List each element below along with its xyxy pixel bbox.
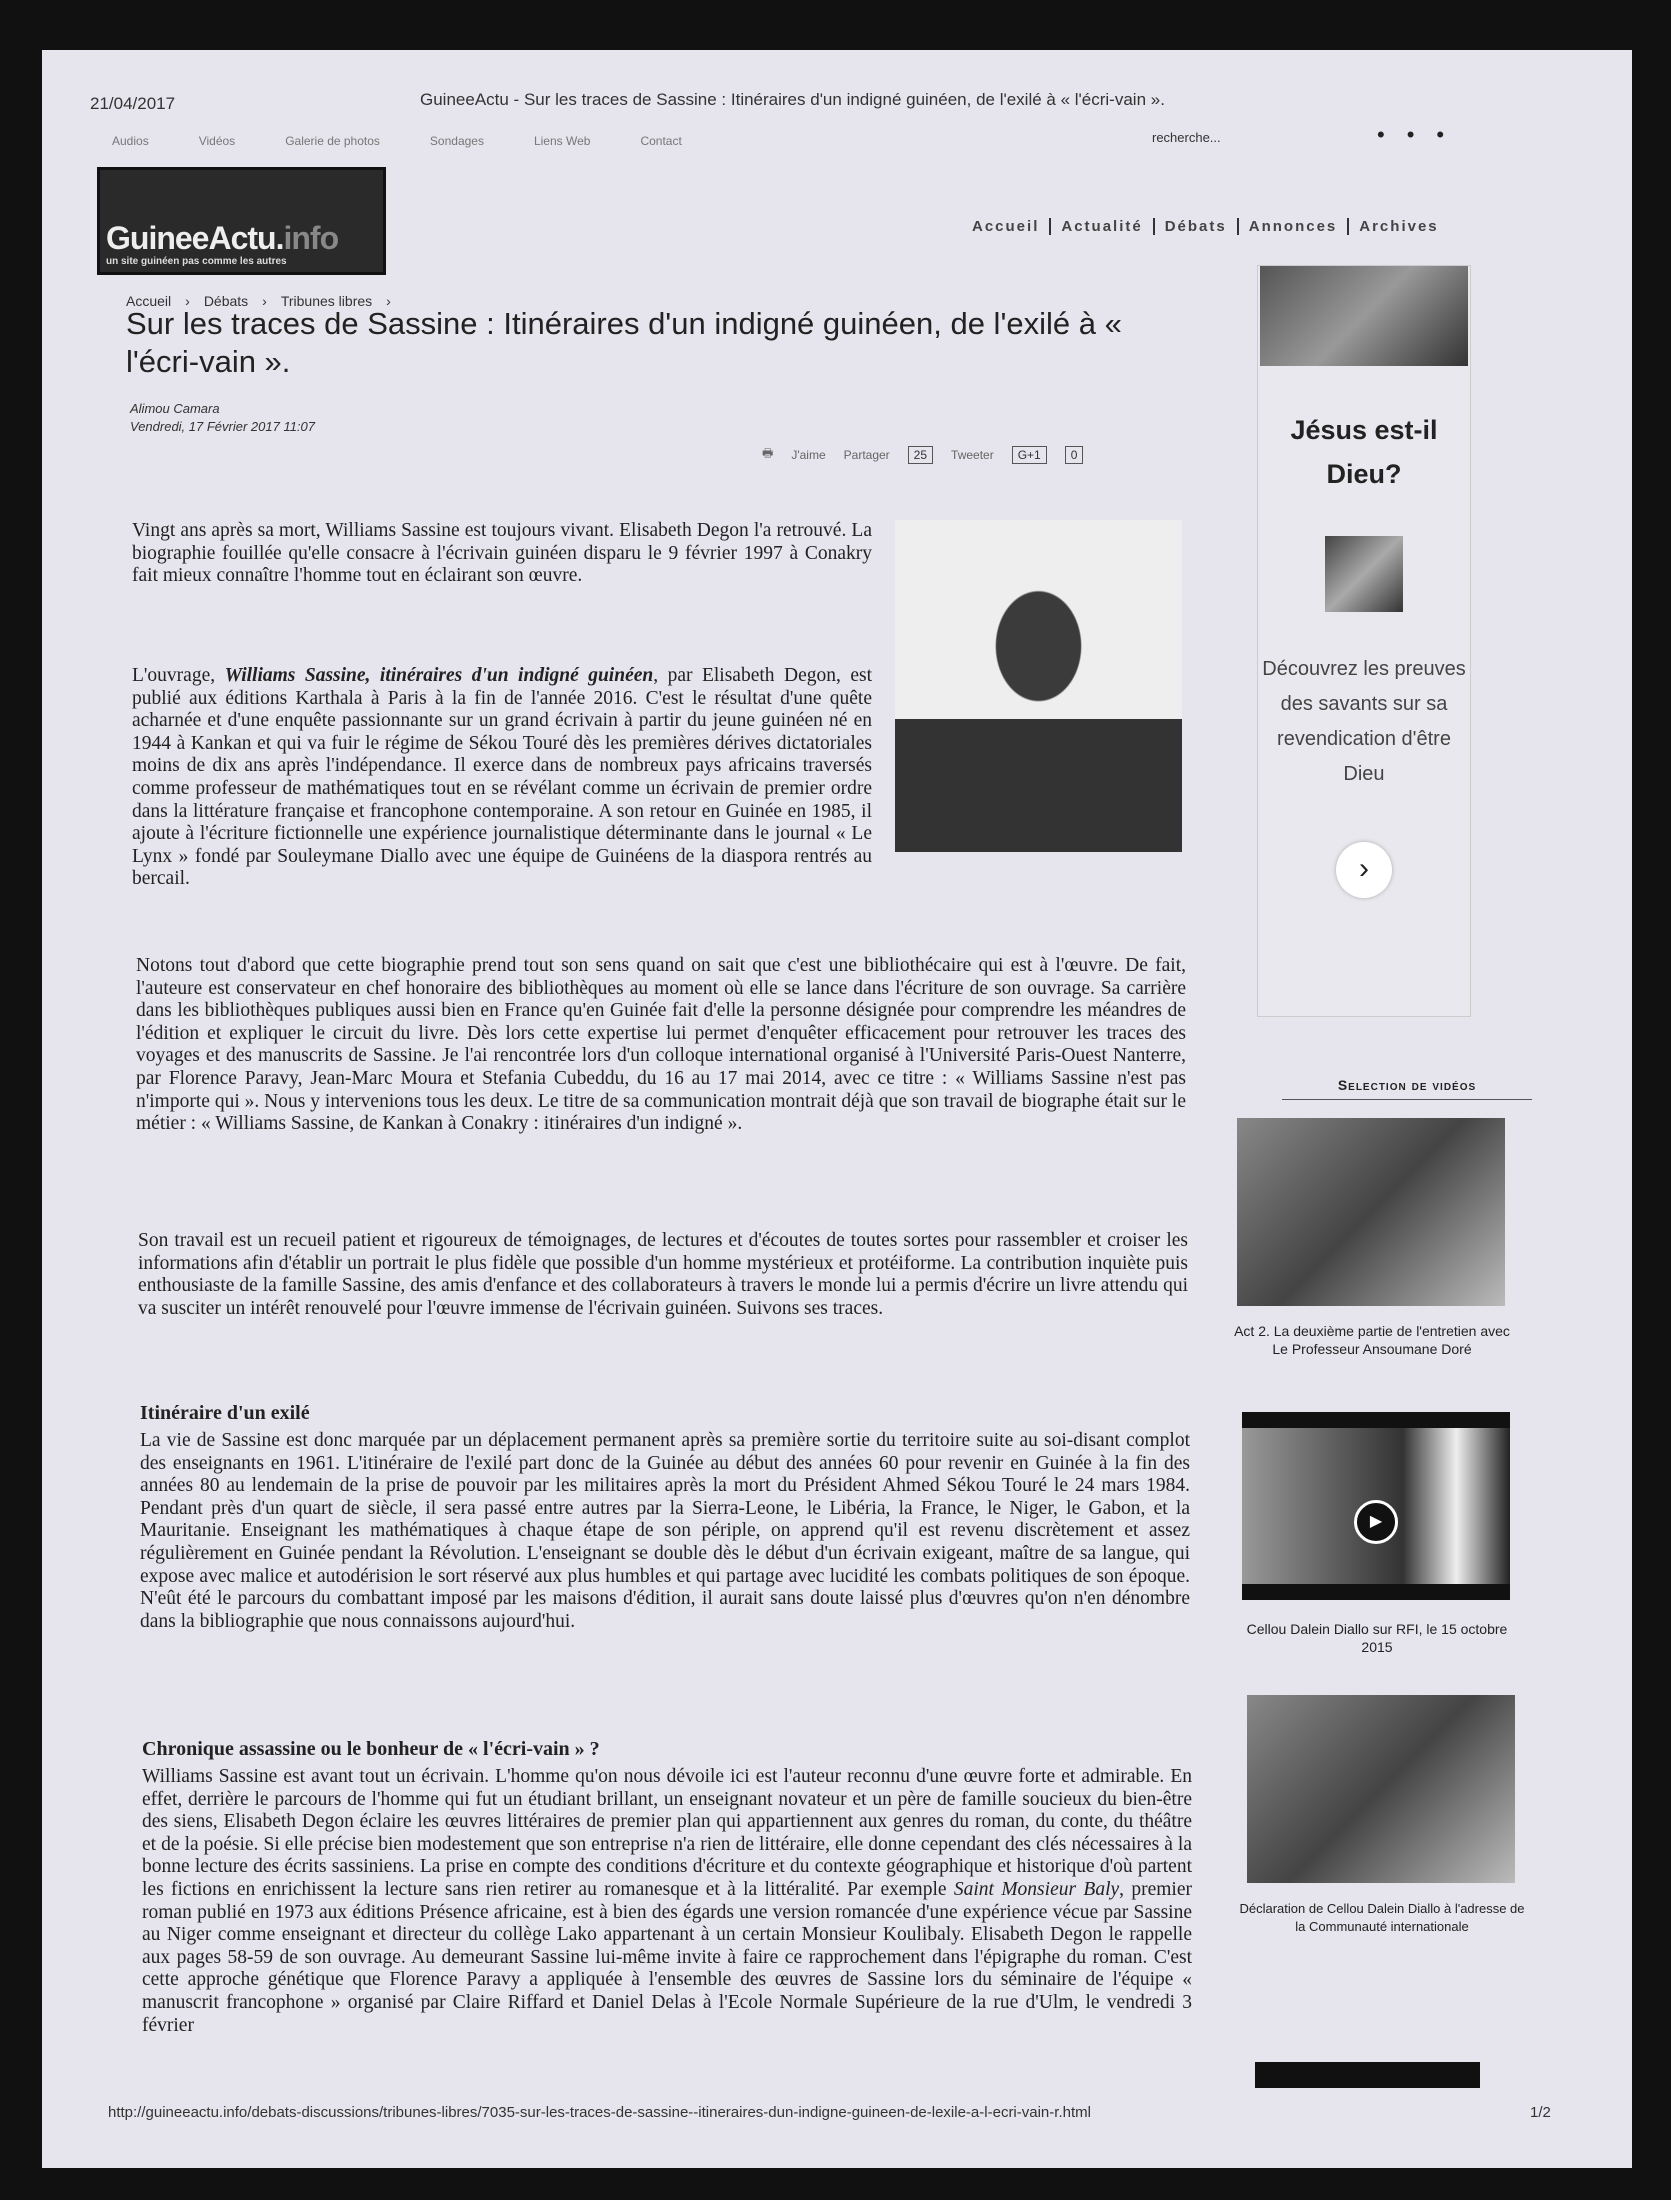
like-button[interactable]: J'aime [791, 447, 826, 462]
author-photo [895, 520, 1182, 852]
tweet-button[interactable]: Tweeter [951, 447, 994, 462]
video-thumbnail[interactable] [1237, 1118, 1505, 1306]
ad-image [1260, 266, 1468, 366]
crumb-accueil[interactable]: Accueil [126, 293, 172, 309]
author: Alimou Camara [130, 401, 220, 416]
videos-heading: Selection de vidéos [1282, 1077, 1532, 1100]
page-number: 1/2 [1530, 2104, 1551, 2121]
social-dots-icon[interactable]: ••• [1377, 122, 1467, 147]
gplus-button[interactable]: G+1 [1012, 446, 1047, 464]
ad-thumbnail [1325, 536, 1403, 612]
site-logo[interactable]: GuineeActu.info un site guinéen pas comme les autres [97, 167, 386, 275]
article-byline [130, 400, 315, 436]
share-count: 25 [908, 446, 933, 464]
ad-text: Découvrez les preuves des savants sur sa revendication d'être Dieu [1262, 658, 1466, 785]
chevron-right-icon[interactable]: › [1336, 842, 1392, 898]
mainnav-accueil[interactable]: Accueil [972, 218, 1040, 235]
printed-page [42, 50, 1632, 2168]
redacted-bar [1255, 2062, 1480, 2088]
print-title: GuineeActu - Sur les traces de Sassine : Itinéraires d'un indigné guinéen, de l'exilé à « l'écri-vain ». [420, 90, 1165, 109]
play-icon[interactable]: ▶ [1354, 1500, 1398, 1544]
top-nav [112, 134, 682, 148]
section-heading-chronique: Chronique assassine ou le bonheur de « l'écri-vain » ? [142, 1738, 600, 1760]
mainnav-archives[interactable]: Archives [1347, 218, 1448, 235]
video-caption[interactable]: Déclaration de Cellou Dalein Diallo à l'adresse de la Communauté internationale [1239, 1901, 1525, 1934]
video-thumbnail[interactable] [1242, 1412, 1510, 1600]
share-button[interactable]: Partager [843, 447, 890, 462]
print-url: http://guineeactu.info/debats-discussions/tribunes-libres/7035-sur-les-traces-de-sassine--itineraires-dun-indigne-guineen-de-lexile-a-l-ecri-vain-r.html [108, 2104, 1091, 2121]
page-title: Sur les traces de Sassine : Itinéraires d'un indigné guinéen, de l'exilé à « l'écri-vain ». [126, 306, 1122, 379]
main-nav [962, 218, 1449, 235]
mainnav-annonces[interactable]: Annonces [1237, 218, 1348, 235]
video-thumbnail[interactable] [1247, 1695, 1515, 1883]
sidebar-ad[interactable] [1257, 265, 1471, 1017]
nav-links[interactable]: Liens Web [533, 134, 591, 148]
mainnav-debats[interactable]: Débats [1153, 218, 1237, 235]
video-caption[interactable]: Act 2. La deuxième partie de l'entretien avec Le Professeur Ansoumane Doré [1234, 1323, 1510, 1357]
nav-videos[interactable]: Vidéos [198, 134, 236, 148]
crumb-tribunes[interactable]: Tribunes libres [280, 293, 373, 309]
paragraph-work: Son travail est un recueil patient et rigoureux de témoignages, de lectures et d'écoutes de toutes sortes pour rassembler et croiser les informations afin d'établir un portrait le plus fidèle que possible d'un homme mystérieux et protéiforme. La contribution inquiète puis enthousiaste de la famille Sassine, des amis d'enfance et des collaborateurs à travers le monde lui a permis d'écrire un livre attendu qui va susciter un intérêt renouvelé pour l'œuvre immense de l'écrivain guinéen. Suivons ses traces. [138, 1230, 1188, 1319]
paragraph-biographer: Notons tout d'abord que cette biographie prend tout son sens quand on sait que c'est une bibliothécaire qui est à l'œuvre. De fait, l'auteure est conservateur en chef honoraire des bibliothèques au moment où elle se lance dans l'écriture de son ouvrage. Sa carrière dans les bibliothèques publiques aussi bien en France qu'en Guinée fait d'elle la personne désignée pour comprendre les méandres de l'édition et expliquer le circuit du livre. Dès lors cette expertise lui permet d'enquêter efficacement pour retrouver les traces des voyages et des manuscrits de Sassine. Je l'ai rencontrée lors d'un colloque international organisé à l'Université Paris-Ouest Nanterre, par Florence Paravy, Jean-Marc Moura et Stefania Cubeddu, du 16 au 17 mai 2014, avec ce titre : « Williams Sassine n'est pas n'importe qui ». Nous y intervenions tous les deux. Le titre de sa communication montrait déjà que son travail de biographe était sur le métier : « Williams Sassine, de Kankan à Conakry : itinéraires d'un indigné ». [136, 955, 1186, 1135]
crumb-debats[interactable]: Débats [203, 293, 249, 309]
paragraph-chronique: Williams Sassine est avant tout un écrivain. L'homme qu'on nous dévoile ici est l'auteur reconnu d'une œuvre forte et admirable. En effet, derrière le parcours de l'homme qui fut un étudiant brillant, un enseignant novateur et un père de famille soucieux du bien-être des siens, Elisabeth Degon éclaire les œuvres littéraires de premier plan qui appartiennent aux genres du roman, du conte, du théâtre et de la poésie. Si elle précise bien modestement que son entreprise n'a rien de littéraire, elle donne cependant des clés nécessaires à la bonne lecture des écrits sassiniens. La prise en compte des conditions d'écriture et du contexte géographique et historique d'où partent les fictions en enrichissent la lecture sans rien retirer au romanesque et à la littéralité. Par exemple Saint Monsieur Baly, premier roman publié en 1973 aux éditions Présence africaine, est à bien des égards une version romancée d'une expérience vécue par Sassine au Niger comme enseignant et directeur du collège Lako appartenant à un certain Monsieur Koulibaly. Elisabeth Degon le rappelle aux pages 58-59 de son ouvrage. Au demeurant Sassine lui-même invite à faire ce rapprochement dans l'épigraphe du roman. C'est cette approche génétique que Florence Paravy a appliquée à l'ensemble des œuvres de Sassine lors du séminaire de l'équipe « manuscrit francophone » organisé par Claire Riffard et Daniel Delas à l'Ecole Normale Supérieure de la rue d'Ulm, le vendredi 3 février [142, 1766, 1192, 2036]
paragraph-exile: La vie de Sassine est donc marquée par un déplacement permanent après sa première sortie du territoire suite au soi-disant complot des enseignants en 1961. L'itinéraire de l'exilé part donc de la Guinée au début des années 60 pour revenir en Guinée à la fin des années 80 au lendemain de la prise de pouvoir par les militaires après la mort du Président Ahmed Sékou Touré le 24 mars 1984. Pendant près d'un quart de siècle, il sera passé entre autres par la Sierra-Leone, le Libéria, la France, le Niger, le Gabon, et la Mauritanie. Enseignant les mathématiques à chaque étape de son périple, on apprend qu'il est revenu discrètement et assez régulièrement en Guinée pendant la Révolution. L'enseignant se double dès le début d'un écrivain exigeant, maître de sa langue, qui expose avec malice et autodérision le sort réservé aux plus humbles et qui partage avec lucidité les combats politiques de son époque. N'eût été le parcours du combattant imposé par les maisons d'édition, il aurait sans doute laissé plus d'œuvres qu'on n'en dénombre dans la bibliographie que nous connaissons aujourd'hui. [140, 1430, 1190, 1632]
nav-contact[interactable]: Contact [640, 134, 682, 148]
video-caption[interactable]: Cellou Dalein Diallo sur RFI, le 15 octobre 2015 [1246, 1621, 1508, 1655]
print-icon[interactable]: 🖶 [762, 446, 774, 460]
paragraph-book: L'ouvrage, Williams Sassine, itinéraires d'un indigné guinéen, par Elisabeth Degon, est publié aux éditions Karthala à Paris à la fin de l'année 2016. C'est le résultat d'une quête acharnée et d'une enquête passionnante sur un grand écrivain à partir du jeune guinéen né en 1944 à Kankan et qui va fuir le régime de Sékou Touré dès les premières dérives dictatoriales moins de dix ans après l'indépendance. Il exerce dans de nombreux pays africains traversés comme professeur de mathématiques tout en se révélant comme un écrivain de premier ordre dans la littérature française et francophone contemporaine. A son retour en Guinée en 1985, il ajoute à l'écriture fictionnelle une expérience journalistique déterminante dans le journal « Le Lynx » fondé par Souleymane Diallo avec une équipe de Guinéens de la diaspora rentrés au bercail. [132, 665, 873, 890]
share-bar [762, 444, 1083, 465]
nav-polls[interactable]: Sondages [429, 134, 484, 148]
nav-audios[interactable]: Audios [112, 134, 149, 148]
search-input[interactable]: recherche... [1152, 130, 1221, 145]
ad-question: Jésus est-il Dieu? [1290, 415, 1438, 489]
gplus-count: 0 [1065, 446, 1084, 464]
breadcrumb: Accueil › Débats › Tribunes libres › [126, 293, 391, 309]
print-date: 21/04/2017 [90, 94, 176, 113]
nav-gallery[interactable]: Galerie de photos [285, 134, 380, 148]
section-heading-exile: Itinéraire d'un exilé [140, 1402, 310, 1424]
paragraph-intro: Vingt ans après sa mort, Williams Sassine est toujours vivant. Elisabeth Degon l'a retrouvé. La biographie fouillée qu'elle consacre à l'écrivain guinéen disparu le 9 février 1997 à Conakry fait mieux connaître l'homme tout en éclairant son œuvre. [132, 520, 872, 587]
publish-date: Vendredi, 17 Février 2017 11:07 [130, 419, 316, 434]
mainnav-actualite[interactable]: Actualité [1049, 218, 1152, 235]
